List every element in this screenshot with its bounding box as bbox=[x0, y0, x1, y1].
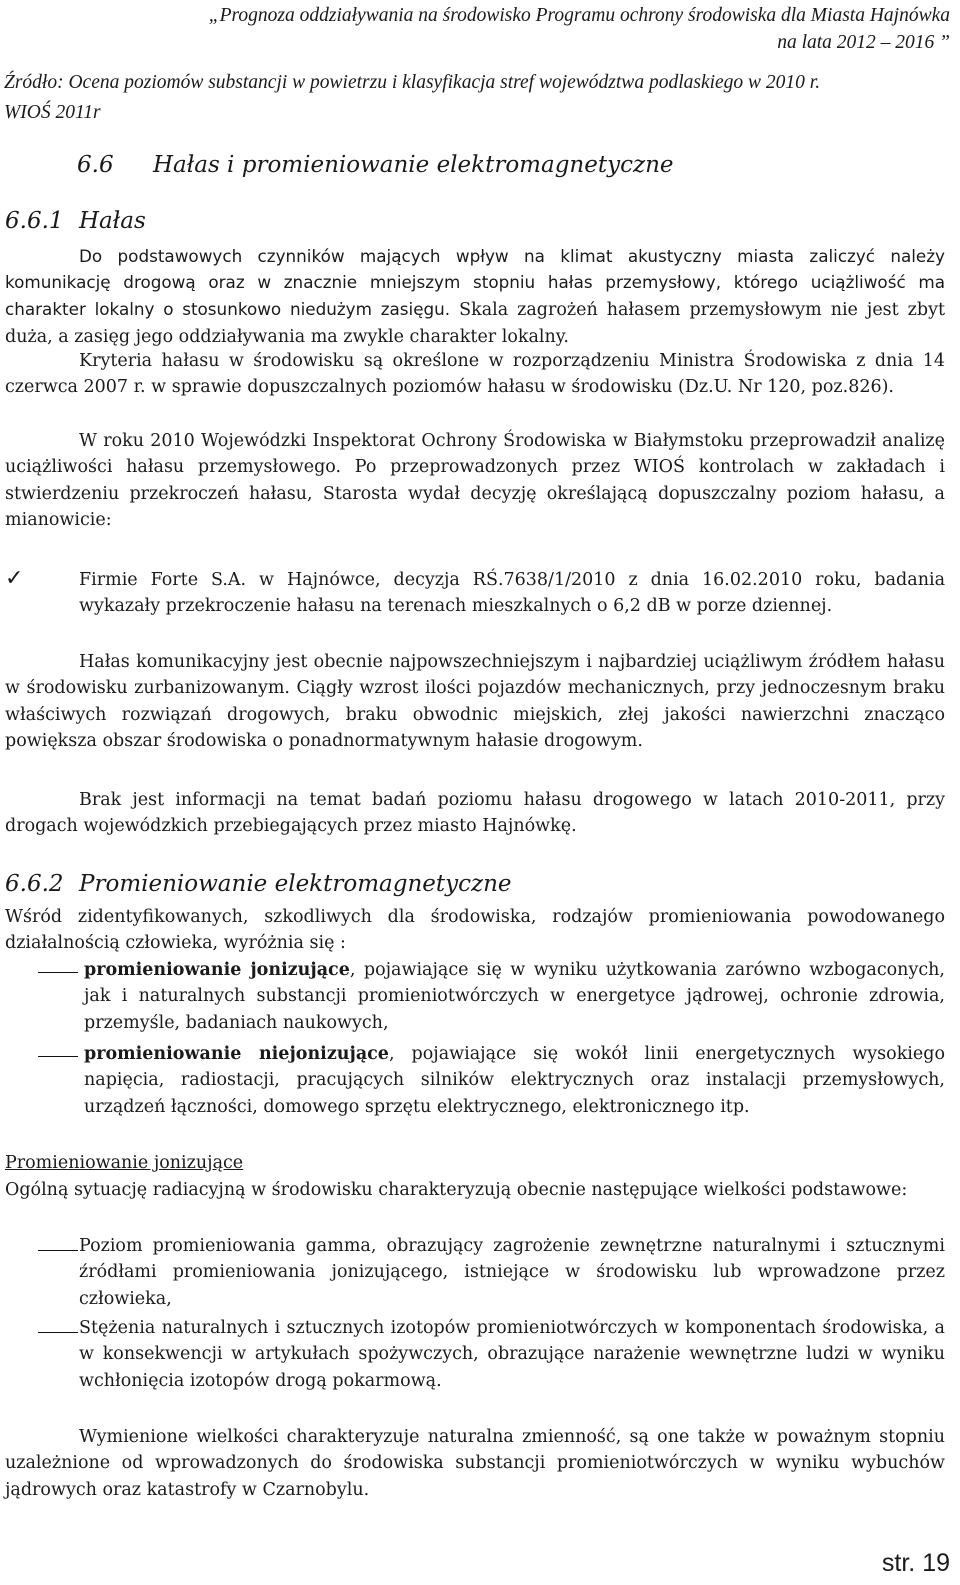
source-line-2: WIOŚ 2011r bbox=[4, 102, 101, 123]
ionizing-heading: Promieniowanie jonizujące bbox=[5, 1153, 244, 1173]
dash-icon bbox=[38, 962, 78, 981]
subsection-number: 6.6.2 bbox=[5, 871, 64, 897]
radiation-type-desc: , pojawiające się wokół linii energetycznych wysokiego napięcia, radiostacji, pracujących silników elektrycznych oraz instalacji przemysłowych, urządzeń łączności, domowego sprzętu elektrycznego, elektronicznego itp. bbox=[84, 1044, 945, 1117]
paragraph-noise-intro bbox=[5, 243, 945, 350]
header-line-1: „Prognoza oddziaływania na środowisko Programu ochrony środowiska dla Miasta Hajnówka bbox=[208, 5, 950, 26]
ionizing-quantity-item: Stężenia naturalnych i sztucznych izotopów promieniotwórczych w komponentach środowiska, a w konsekwencji w artykułach spożywczych, obrazujące narażenie wewnętrzne ludzi w wyniku wchłonięcia izotopów drogą pokarmową. bbox=[79, 1318, 945, 1391]
header-line-2: na lata 2012 – 2016 ” bbox=[777, 32, 950, 53]
subsection-heading-noise bbox=[5, 204, 146, 238]
paragraph-text: Po przeprowadzonych przez WIOŚ kontrolach w zakładach i stwierdzeniu przekroczeń hałasu, Starosta wydał decyzję określającą dopuszczalny poziom hałasu, a mianowicie: bbox=[5, 457, 945, 530]
subsection-title: Promieniowanie elektromagnetyczne bbox=[79, 871, 512, 897]
dash-icon bbox=[38, 1322, 78, 1341]
paragraph-noise-criteria: Kryteria hałasu w środowisku są określone w rozporządzeniu Ministra Środowiska z dnia 14 czerwca 2007 r. w sprawie dopuszczalnych poziomów hałasu w środowisku (Dz.U. Nr 120, poz.826). bbox=[5, 351, 945, 398]
paragraph-wios-analysis bbox=[5, 428, 945, 533]
source-note bbox=[4, 68, 954, 128]
subsection-title: Hałas bbox=[79, 208, 146, 234]
subsection-heading-radiation bbox=[5, 867, 512, 901]
dash-icon bbox=[38, 1240, 78, 1259]
radiation-type-desc: , pojawiające się w wyniku użytkowania zarówno wzbogaconych, jak i naturalnych substancji promieniotwórczych w energetyce jądrowej, ochronie zdrowia, przemyśle, badaniach naukowych, bbox=[84, 960, 945, 1033]
page-number: str. 19 bbox=[881, 1549, 950, 1577]
check-item: Firmie Forte S.A. w Hajnówce, decyzja RŚ.7638/1/2010 z dnia 16.02.2010 roku, badania wykazały przekroczenie hałasu na terenach mieszkalnych o 6,2 dB w porze dziennej. bbox=[79, 570, 945, 617]
paragraph-radiation-intro: Wśród zidentyfikowanych, szkodliwych dla środowiska, rodzajów promieniowania powodowanego działalnością człowieka, wyróżnia się : bbox=[5, 907, 945, 954]
ionizing-quantity-item: Poziom promieniowania gamma, obrazujący zagrożenie zewnętrzne naturalnymi i sztucznymi źródłami promieniowania jonizującego, istniejące w środowisku lub wprowadzone przez człowieka, bbox=[79, 1236, 945, 1309]
section-heading bbox=[77, 148, 674, 182]
section-number: 6.6 bbox=[77, 152, 114, 178]
checkmark-icon: ✓ bbox=[5, 566, 24, 591]
dash-icon bbox=[38, 1046, 78, 1065]
paragraph-radiation-quantities: Ogólną sytuację radiacyjną w środowisku charakteryzują obecnie następujące wielkości podstawowe: bbox=[5, 1180, 908, 1200]
radiation-type-item bbox=[84, 1041, 945, 1120]
paragraph-text: Skala zagrożeń hałasem przemysłowym nie jest zbyt duża, a zasięg jego oddziaływania ma zwykle charakter lokalny. bbox=[5, 299, 945, 347]
paragraph-traffic-noise: Hałas komunikacyjny jest obecnie najpowszechniejszym i najbardziej uciążliwym źródłem hałasu w środowisku zurbanizowanym. Ciągły wzrost ilości pojazdów mechanicznych, przy jednoczesnym braku właściwych rozwiązań drogowych, braku obwodnic miejskich, złej jakości nawierzchni znacząco powiększa obszar środowiska o ponadnormatywnym hałasie drogowym. bbox=[5, 652, 945, 751]
paragraph-text: W roku 2010 Wojewódzki Inspektorat Ochrony Środowiska w Białymstoku przeprowadził analizę uciążliwości hałasu przemysłowego. bbox=[5, 431, 945, 478]
paragraph-no-data: Brak jest informacji na temat badań poziomu hałasu drogowego w latach 2010-2011, przy drogach wojewódzkich przebiegających przez miasto Hajnówkę. bbox=[5, 790, 945, 837]
source-line-1: Źródło: Ocena poziomów substancji w powietrzu i klasyfikacja stref województwa podlaskiego w 2010 r. bbox=[4, 72, 821, 93]
subsection-number: 6.6.1 bbox=[5, 208, 64, 234]
running-header bbox=[50, 2, 950, 56]
radiation-type-item bbox=[84, 957, 945, 1036]
radiation-type-name: promieniowanie jonizujące bbox=[84, 960, 350, 980]
radiation-type-name: promieniowanie niejonizujące bbox=[84, 1044, 389, 1064]
paragraph-natural-variability: Wymienione wielkości charakteryzuje naturalna zmienność, są one także w poważnym stopniu uzależnione od wprowadzonych do środowiska substancji promieniotwórczych w wyniku wybuchów jądrowych oraz katastrofy w Czarnobylu. bbox=[5, 1427, 945, 1500]
section-title: Hałas i promieniowanie elektromagnetyczne bbox=[153, 152, 674, 178]
paragraph-text: Do podstawowych czynników mających wpływ na klimat akustyczny miasta zaliczyć należy komunikację drogową oraz w znacznie mniejszym stopniu hałas przemysłowy, którego uciążliwość ma charakter lokalny o stosunkowo niedużym zasięgu. bbox=[5, 246, 945, 319]
